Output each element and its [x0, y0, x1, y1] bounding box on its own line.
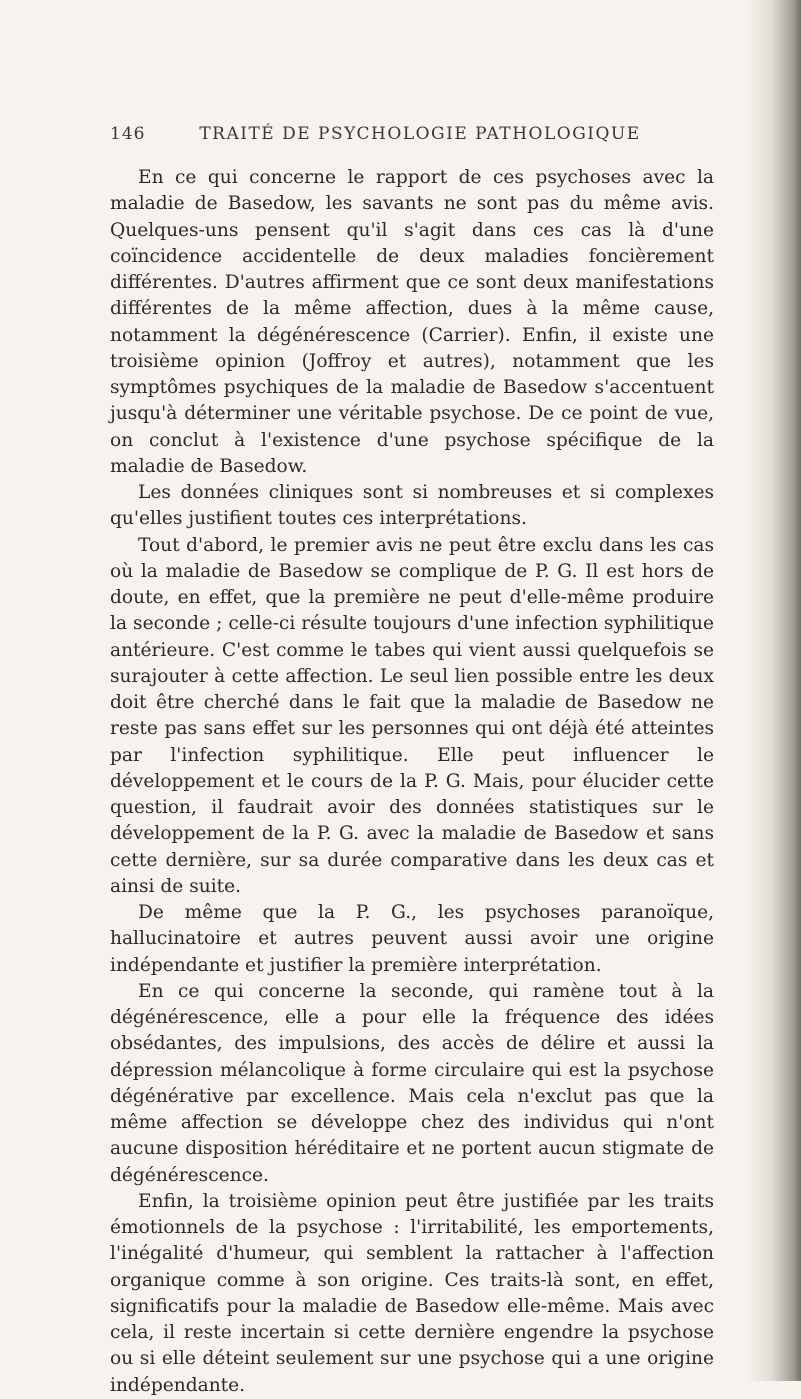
page-number: 146	[110, 124, 146, 144]
body-text	[110, 165, 714, 1399]
running-title: TRAITÉ DE PSYCHOLOGIE PATHOLOGIQUE	[199, 124, 641, 144]
paragraph: De même que la P. G., les psychoses paranoïque, hallucinatoire et autres peuvent aussi avoir une origine indépendante et justifier la première interprétation.	[110, 902, 714, 976]
paragraph: En ce qui concerne le rapport de ces psychoses avec la maladie de Basedow, les savants ne sont pas du même avis. Quelques-uns pensent qu'il s'agit dans ces cas là d'une coïncidence accidentelle de deux maladies foncièrement différentes. D'autres affirment que ce sont deux manifestations différentes de la même affection, dues à la même cause, notamment la dégénérescence (Carrier). Enfin, il existe une troisième opinion (Joffroy et autres), notamment que les symptômes psychiques de la maladie de Basedow s'accentuent jusqu'à déterminer une véritable psychose. De ce point de vue, on conclut à l'existence d'une psychose spécifique de la maladie de Basedow.	[110, 167, 714, 477]
page-header	[110, 124, 710, 152]
page-gutter-shadow	[746, 0, 801, 1381]
paragraph: En ce qui concerne la seconde, qui ramène tout à la dégénérescence, elle a pour elle la fréquence des idées obsédantes, des impulsions, des accès de délire et aussi la dépression mélancolique à forme circulaire qui est la psychose dégénérative par excellence. Mais cela n'exclut pas que la même affection se développe chez des individus qui n'ont aucune disposition héréditaire et ne portent aucun stigmate de dégénérescence.	[110, 980, 714, 1186]
paragraph: Tout d'abord, le premier avis ne peut être exclu dans les cas où la maladie de Basedow se complique de P. G. Il est hors de doute, en effet, que la première ne peut d'elle-même produire la seconde ; celle-ci résulte toujours d'une infection syphilitique antérieure. C'est comme le tabes qui vient aussi quelquefois se surajouter à cette affection. Le seul lien possible entre les deux doit être cherché dans le fait que la maladie de Basedow ne reste pas sans effet sur les personnes qui ont déjà été atteintes par l'infection syphilitique. Elle peut influencer le développement et le cours de la P. G. Mais, pour élucider cette question, il faudrait avoir des données statistiques sur le développement de la P. G. avec la maladie de Basedow et sans cette dernière, sur sa durée comparative dans les deux cas et ainsi de suite.	[110, 534, 714, 897]
paragraph: Les données cliniques sont si nombreuses et si complexes qu'elles justifient toutes ces interprétations.	[110, 482, 714, 530]
paragraph: Enfin, la troisième opinion peut être justifiée par les traits émotionnels de la psychose : l'irritabilité, les emportements, l'inégalité d'humeur, qui semblent la rattacher à l'affection organique comme à son origine. Ces traits-là sont, en effet, significatifs pour la maladie de Basedow elle-même. Mais avec cela, il reste incertain si cette dernière engendre la psychose ou si elle déteint seulement sur une psychose qui a une origine indépendante.	[110, 1190, 714, 1396]
